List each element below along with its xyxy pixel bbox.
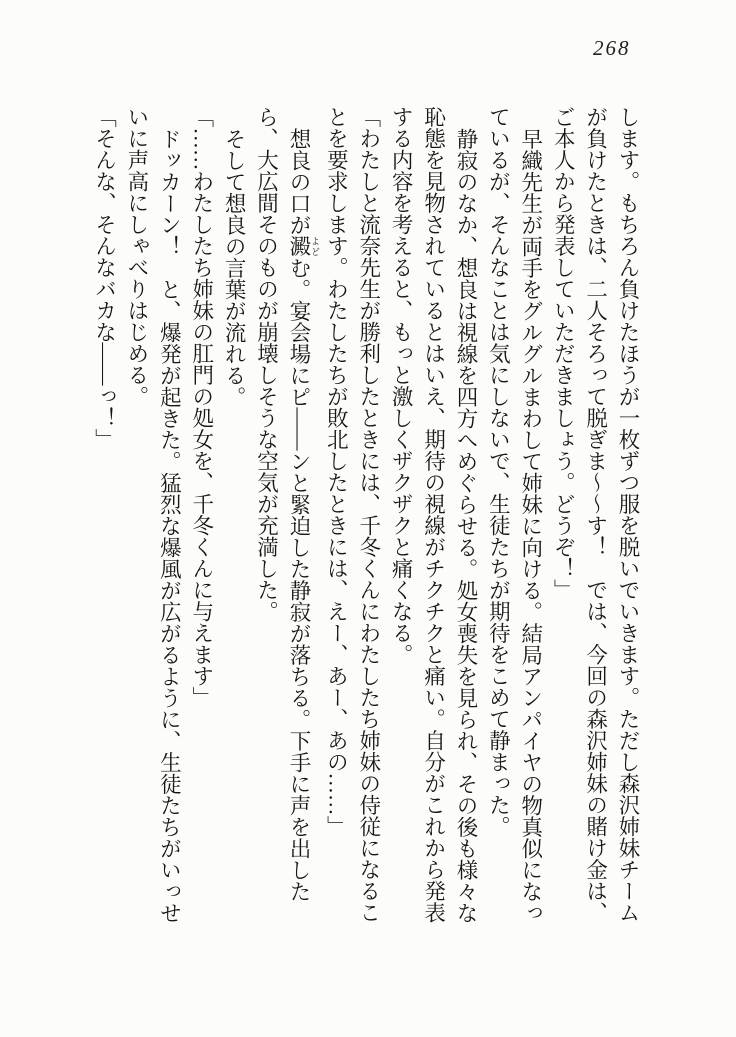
paragraph: 想良の口が澱 よどむ。宴会場にピ――ンと緊迫した静寂が落ちる。下手に声を出したら、大広間そのものが崩壊しそうな空気が充満した。 bbox=[254, 106, 320, 902]
page-number: 268 bbox=[593, 36, 631, 60]
ruby-annotation: 澱 よど bbox=[286, 235, 320, 257]
paragraph: そして想良の言葉が流れる。 bbox=[222, 127, 247, 407]
paragraph: 「わたしと流奈先生が勝利したときには、千冬くんにわたしたち姉妹の侍従になることを要求します。わたしたちが敗北したときには、えー、あー、あの……」 bbox=[324, 106, 381, 923]
paragraph: 「……わたしたち姉妹の肛門の処女を、千冬くんに与えます」 bbox=[189, 106, 214, 708]
paragraph: します。もちろん負けたほうが一枚ずつ服を脱いでいきます。ただし森沢姉妹チームが負けたときは、二人そろって脱ぎま～～す！ では、今回の森沢姉妹の賭け金は、ご本人から発表していただきましょう。どうぞ！」 bbox=[551, 106, 640, 923]
paragraph: ドッカーン！ と、爆発が起きた。猛烈な爆風が広がるように、生徒たちがいっせいに声高にしゃべりはじめる。 bbox=[124, 106, 182, 923]
vertical-text-block bbox=[92, 106, 644, 924]
paragraph: 「そんな、そんなバカな――っ！」 bbox=[92, 106, 117, 450]
paragraph: 静寂のなか、想良は視線を四方へめぐらせる。処女喪失を見られ、その後も様々な恥態を見物されているとはいえ、期待の視線がチクチクと痛い。自分がこれから発表する内容を考えると、もっと激しくザクザクと痛くなる。 bbox=[389, 106, 478, 923]
paragraph: 早織先生が両手をグルグルまわして姉妹に向ける。結局アンパイヤの物真似になっているが、そんなことは気にしないで、生徒たちが期待をこめて静まった。 bbox=[486, 106, 543, 923]
